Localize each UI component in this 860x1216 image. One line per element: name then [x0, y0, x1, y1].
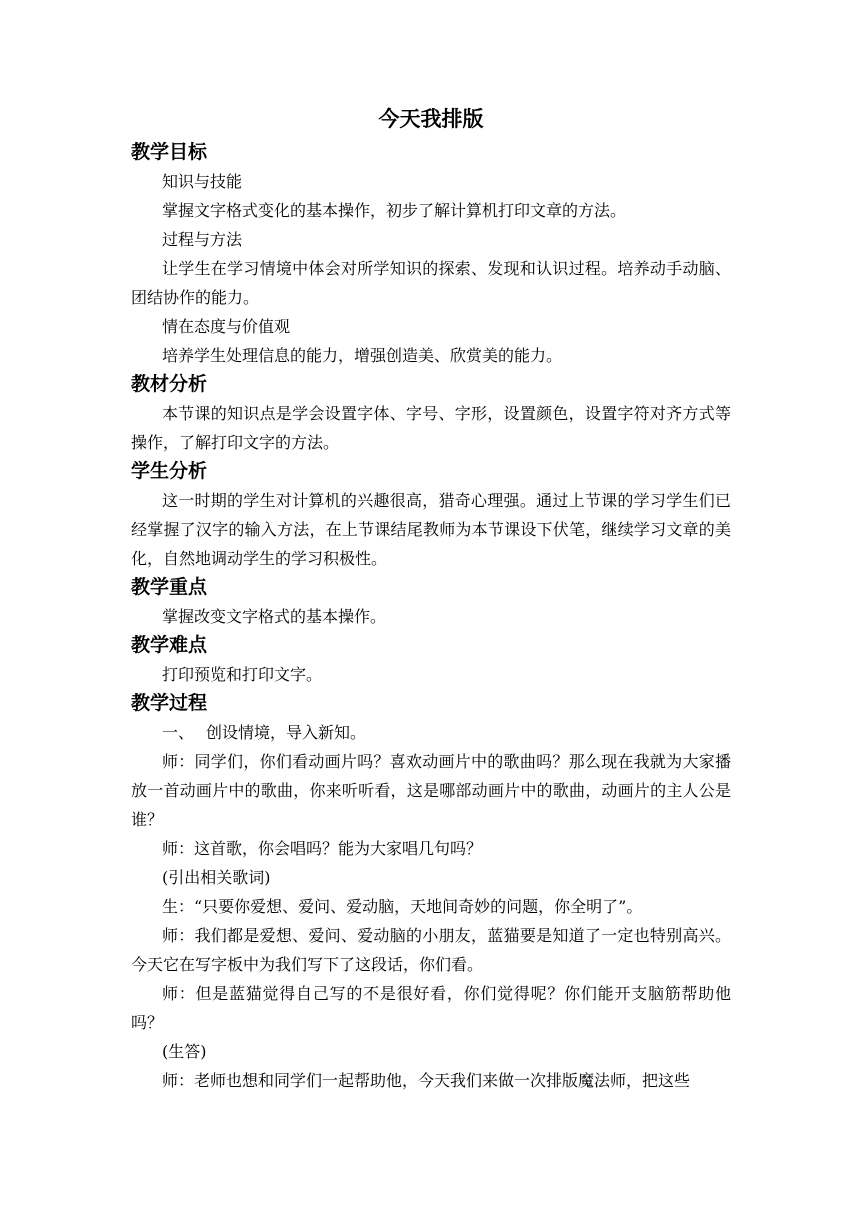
document-title: 今天我排版 [378, 106, 484, 131]
paragraph: 掌握改变文字格式的基本操作。 [162, 607, 387, 626]
label-knowledge-skills: 知识与技能 [162, 172, 243, 191]
step-item [131, 718, 731, 747]
step-text: 创设情境，导入新知。 [206, 723, 367, 742]
paragraph: 这一时期的学生对计算机的兴趣很高，猎奇心理强。通过上节课的学习学生们已经掌握了汉字的输入方法，在上节课结尾教师为本节课设下伏笔，继续学习文章的美化，自然地调动学生的学习积极性。 [131, 491, 731, 568]
heading-teaching-process: 教学过程 [131, 692, 208, 714]
label-attitude-values: 情在态度与价值观 [162, 317, 291, 336]
heading-key-points: 教学重点 [131, 576, 208, 598]
paragraph: 师：同学们，你们看动画片吗？喜欢动画片中的歌曲吗？那么现在我就为大家播放一首动画片中的歌曲，你来听听看，这是哪部动画片中的歌曲，动画片的主人公是谁？ [131, 752, 731, 829]
paragraph: 本节课的知识点是学会设置字体、字号、字形，设置颜色，设置字符对齐方式等操作，了解打印文字的方法。 [131, 404, 731, 452]
paragraph: 师：我们都是爱想、爱问、爱动脑的小朋友，蓝猫要是知道了一定也特别高兴。今天它在写字板中为我们写下了这段话，你们看。 [131, 926, 731, 974]
paragraph: 打印预览和打印文字。 [162, 665, 323, 684]
paragraph: 师：这首歌，你会唱吗？能为大家唱几句吗？ [162, 839, 483, 858]
paragraph: 师：老师也想和同学们一起帮助他，今天我们来做一次排版魔法师，把这些 [162, 1071, 691, 1090]
paragraph: (引出相关歌词) [162, 868, 271, 887]
heading-teaching-goals: 教学目标 [131, 141, 208, 163]
label-process-method: 过程与方法 [162, 230, 243, 249]
paragraph: 培养学生处理信息的能力，增强创造美、欣赏美的能力。 [162, 346, 563, 365]
step-number: 一、 [162, 723, 195, 742]
paragraph: 让学生在学习情境中体会对所学知识的探索、发现和认识过程。培养动手动脑、团结协作的能力。 [131, 259, 731, 307]
heading-material-analysis: 教材分析 [131, 373, 208, 395]
paragraph: 生：“只要你爱想、爱问、爱动脑，天地间奇妙的问题，你全明了”。 [162, 897, 643, 916]
heading-difficulties: 教学难点 [131, 634, 208, 656]
paragraph: 师：但是蓝猫觉得自己写的不是很好看，你们觉得呢？你们能开支脑筋帮助他吗？ [131, 984, 731, 1032]
heading-student-analysis: 学生分析 [131, 460, 208, 482]
paragraph: (生答) [162, 1042, 207, 1061]
paragraph: 掌握文字格式变化的基本操作，初步了解计算机打印文章的方法。 [162, 201, 627, 220]
document-body [131, 100, 731, 1095]
